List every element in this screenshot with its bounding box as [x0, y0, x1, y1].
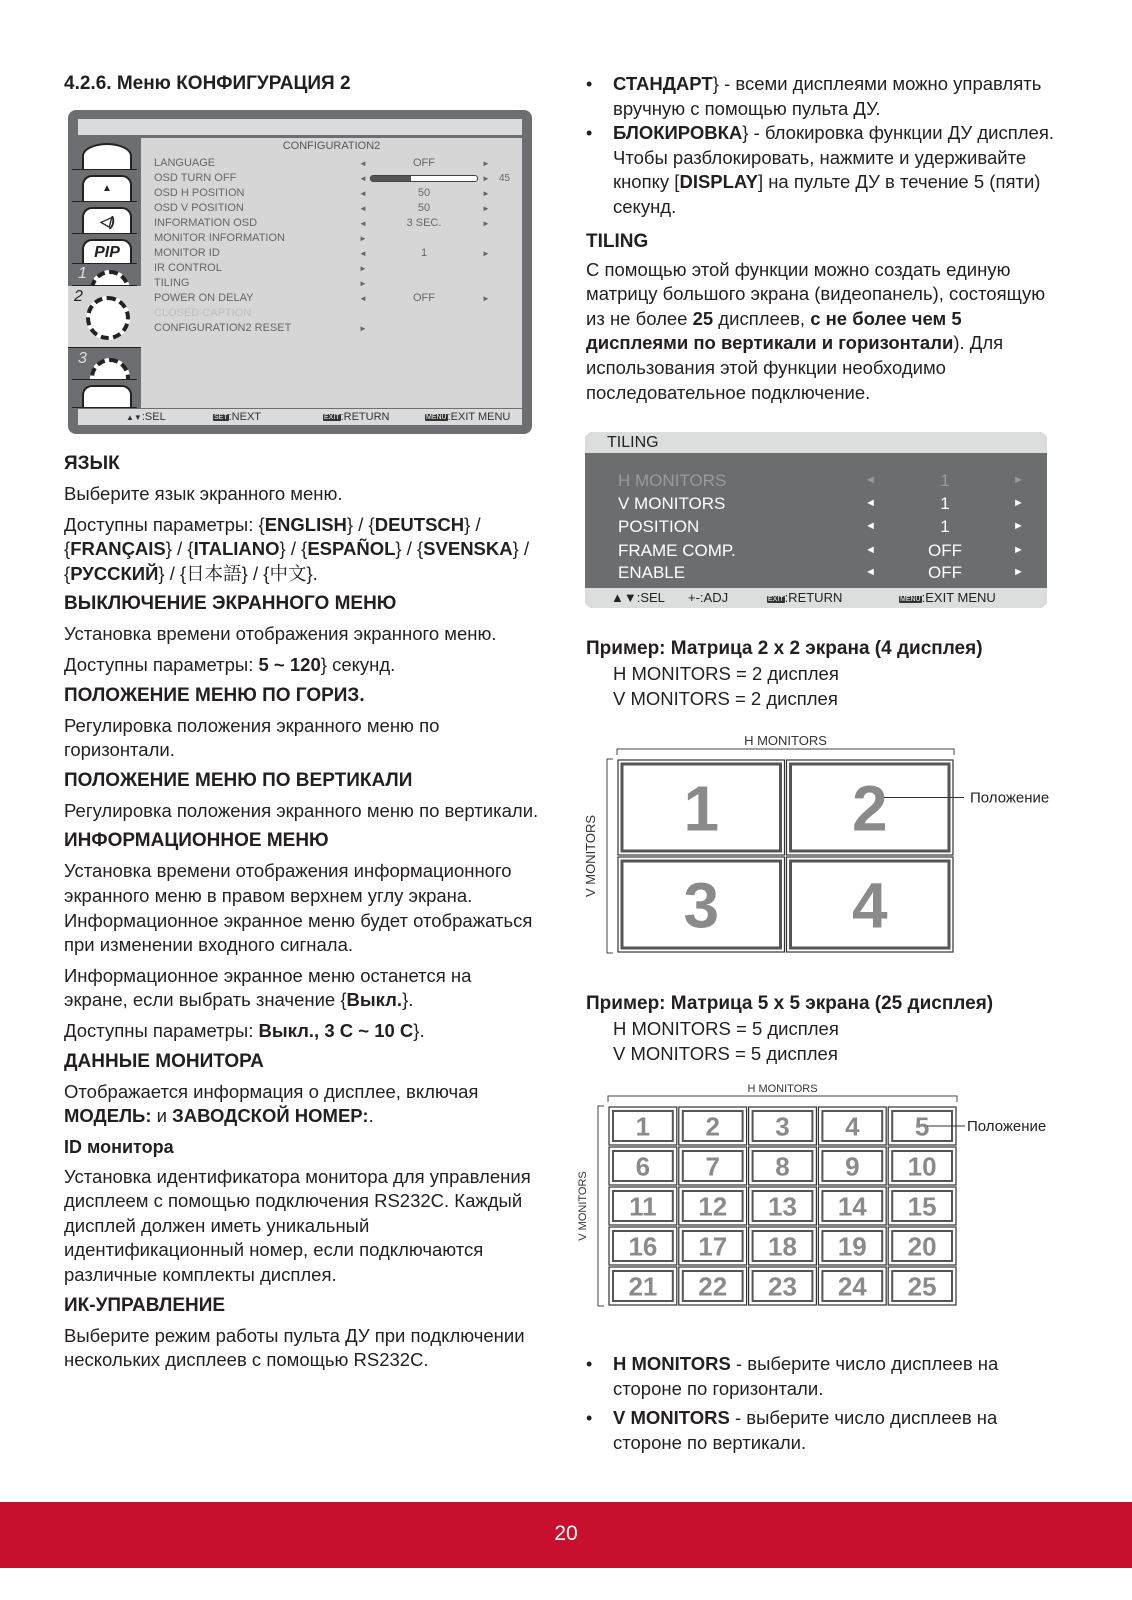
- page-footer-bar: [0, 1502, 1132, 1568]
- monitor-position-number: 2: [705, 1111, 720, 1142]
- text-run: H MONITORS: [613, 1353, 731, 1374]
- section: [64, 829, 540, 1043]
- monitor-position-number: 3: [775, 1111, 790, 1142]
- osd-item-label: IR CONTROL: [154, 262, 222, 274]
- tiling-item-label: ENABLE: [618, 563, 686, 582]
- example-title: Пример: Матрица 2 x 2 экрана (4 дисплея): [586, 638, 983, 659]
- text-run: Выкл., 3 С ~ 10 С: [258, 1019, 414, 1041]
- section-heading: ДАННЫЕ МОНИТОРА: [64, 1050, 264, 1072]
- exit-menu-hint: [899, 588, 996, 608]
- section-heading: ЯЗЫК: [64, 453, 120, 474]
- exit-key-icon: EXIT: [768, 596, 784, 603]
- text-run: РУССКИЙ: [70, 562, 159, 584]
- monitor-position-number: 21: [628, 1271, 658, 1302]
- text-run: Установка времени отображения экранного меню.: [64, 623, 497, 645]
- monitor-position-number: 15: [907, 1191, 937, 1222]
- right-arrow-icon: ►: [482, 159, 490, 168]
- text-run: Регулировка положения экранного меню по горизонтали.: [64, 714, 440, 761]
- audio-tab-icon: ◁): [72, 202, 137, 234]
- text-run: DEUTSCH: [374, 513, 465, 535]
- left-arrow-icon[interactable]: ◄: [865, 544, 876, 556]
- tiling-menu-item[interactable]: [585, 515, 1047, 538]
- section: [64, 1135, 540, 1288]
- paragraph: [64, 1080, 540, 1129]
- tiling-item-value: OFF: [928, 563, 962, 582]
- right-arrow-icon[interactable]: ►: [1013, 497, 1024, 509]
- section: [64, 452, 540, 586]
- v-monitors-label: V MONITORS: [577, 1171, 589, 1241]
- tiling-item-label: V MONITORS: [618, 494, 726, 513]
- osd-item-value: 1: [420, 247, 428, 259]
- osd-item-value: 50: [417, 202, 431, 214]
- tiling-menu-item[interactable]: [585, 539, 1047, 562]
- text-run: ITALIANO: [193, 538, 280, 560]
- section-title: 4.2.6. Меню КОНФИГУРАЦИЯ 2: [64, 73, 351, 94]
- h-bracket: [617, 749, 954, 755]
- text-run: DISPLAY: [679, 171, 758, 193]
- updown-icon: ▲▼: [126, 413, 142, 422]
- paragraph: [64, 622, 540, 647]
- osd-item-label: TILING: [154, 277, 190, 289]
- text-run: и: [151, 1105, 173, 1127]
- pip-tab-icon: PIP: [72, 234, 137, 264]
- exit-menu-text: :EXIT MENU: [447, 411, 511, 423]
- configuration2-tab-icon-selected: 2: [68, 286, 141, 348]
- text-run: ENGLISH: [264, 513, 347, 535]
- osd-menu-item[interactable]: [154, 201, 514, 216]
- osd-menu-item[interactable]: [154, 156, 514, 171]
- paragraph: [64, 964, 540, 1013]
- monitor-position-number: 1: [635, 1111, 651, 1142]
- section: [64, 1294, 540, 1373]
- paragraph: [64, 653, 540, 678]
- osd-item-value: OFF: [413, 157, 435, 169]
- section-heading: ПОЛОЖЕНИЕ МЕНЮ ПО ГОРИЗ.: [64, 684, 365, 706]
- text-run: - выберите число дисплеев на стороне по вертикали.: [613, 1407, 998, 1453]
- tiling-osd-menu: [585, 432, 1047, 608]
- osd-item-label: OSD TURN OFF: [154, 172, 237, 184]
- picture-tab-icon: [72, 138, 137, 170]
- return-hint: [767, 588, 842, 608]
- paragraph: [64, 513, 540, 587]
- osd-exit-menu-hint: [425, 409, 510, 426]
- example-h-monitors: H MONITORS = 5 дисплея: [613, 1018, 839, 1039]
- osd-footer: [78, 409, 522, 425]
- osd-top-bar: [78, 119, 522, 135]
- monitor-position-number: 2: [851, 772, 888, 845]
- text-run: Выберите язык экранного меню.: [64, 483, 343, 504]
- section: [64, 592, 540, 677]
- monitor-position-number: 16: [628, 1231, 658, 1262]
- tiling-menu-item[interactable]: [585, 492, 1047, 515]
- left-column-text: [64, 452, 540, 1379]
- osd-next-hint: [213, 409, 261, 426]
- left-arrow-icon: ►: [359, 264, 367, 273]
- text-run: } - блокировка функции ДУ дисплея. Чтобы разблокировать, нажмите и удерживайте кнопку [: [613, 122, 1054, 193]
- text-run: ] на пульте ДУ в течение 5 (пяти) секунд.: [613, 171, 1041, 217]
- right-arrow-icon: ►: [482, 219, 490, 228]
- left-arrow-icon: ◄: [359, 174, 367, 183]
- return-text: :RETURN: [784, 590, 843, 605]
- configuration3-tab-icon: 3: [72, 348, 137, 380]
- right-arrow-icon[interactable]: ►: [1013, 566, 1024, 578]
- text-run: СТАНДАРТ: [613, 73, 713, 94]
- bullet-item: [586, 1352, 1062, 1401]
- text-run: МОДЕЛЬ:: [64, 1105, 152, 1127]
- left-arrow-icon: ◄: [359, 219, 367, 228]
- text-run: Установка времени отображения информационного экранного меню в правом верхнем углу экрана. Информационное экранное меню будет отображаться при изменении входного сигнала.: [64, 860, 533, 956]
- sel-hint: ▲▼:SEL: [611, 590, 665, 605]
- text-run: с не более чем 5 дисплеями по вертикали и горизонтали: [586, 307, 962, 354]
- section: [64, 1050, 540, 1129]
- slider-fill: [371, 176, 411, 181]
- right-arrow-icon[interactable]: ►: [1013, 544, 1024, 556]
- paragraph: [64, 1324, 540, 1373]
- section-heading: ID монитора: [64, 1136, 174, 1157]
- example-h-monitors: H MONITORS = 2 дисплея: [613, 663, 839, 684]
- tiling-menu-title: TILING: [585, 432, 1047, 453]
- monitor-position-number: 4: [851, 869, 888, 942]
- tiling-description: [586, 258, 1062, 406]
- osd-menu-item[interactable]: [154, 306, 514, 321]
- osd-turn-off-slider[interactable]: [370, 175, 478, 182]
- tiling-item-value: 1: [940, 494, 950, 513]
- text-run: Регулировка положения экранного меню по вертикали.: [64, 799, 539, 821]
- configuration1-tab-icon: 1: [72, 264, 137, 286]
- tiling-item-value: 1: [940, 517, 950, 536]
- osd-item-label: LANGUAGE: [154, 157, 216, 169]
- monitor-position-number: 19: [837, 1231, 867, 1262]
- right-arrow-icon: ►: [482, 294, 490, 303]
- bullet-item: [586, 121, 1062, 219]
- tiling-item-label: FRAME COMP.: [618, 541, 736, 560]
- osd-item-value: 50: [417, 187, 431, 199]
- tiling-menu-footer: [585, 588, 1047, 608]
- text-run: FRANÇAIS: [70, 538, 166, 560]
- text-run: } / {: [395, 538, 424, 560]
- text-run: - выберите число дисплеев на стороне по горизонтали.: [613, 1353, 999, 1399]
- monitor-position-number: 23: [768, 1271, 797, 1302]
- section-heading: ИК-УПРАВЛЕНИЕ: [64, 1294, 226, 1316]
- osd-item-label: CLOSED CAPTION: [154, 307, 252, 319]
- paragraph: [64, 799, 540, 824]
- osd-item-label: CONFIGURATION2 RESET: [154, 322, 292, 334]
- video-wall-diagram: [570, 1074, 1090, 1314]
- section-heading: ВЫКЛЮЧЕНИЕ ЭКРАННОГО МЕНЮ: [64, 593, 397, 615]
- osd-configuration2-menu: [68, 110, 532, 434]
- text-run: V MONITORS: [613, 1407, 730, 1429]
- tiling-heading: TILING: [586, 230, 649, 252]
- advanced-tab-icon: [72, 380, 137, 408]
- monitor-position-number: 3: [683, 869, 720, 942]
- monitor-position-number: 4: [845, 1111, 860, 1142]
- text-run: Доступны параметры:: [64, 653, 259, 675]
- left-arrow-icon: ►: [359, 324, 367, 333]
- osd-menu-item[interactable]: [154, 291, 514, 306]
- h-monitors-label: H MONITORS: [744, 733, 827, 748]
- monitor-position-number: 1: [683, 772, 720, 845]
- exit-key-icon: EXIT: [324, 414, 340, 421]
- text-run: }.: [402, 989, 414, 1011]
- left-arrow-icon[interactable]: ◄: [865, 497, 876, 509]
- monitor-position-number: 9: [845, 1151, 860, 1182]
- osd-item-value: OFF: [413, 292, 435, 304]
- monitor-position-number: 13: [768, 1191, 797, 1222]
- bullet-item: [586, 72, 1062, 121]
- monitor-position-number: 5: [914, 1111, 930, 1142]
- text-run: Доступны параметры: {: [64, 513, 265, 535]
- text-run: } - всеми дисплеями можно управлять вручную с помощью пульта ДУ.: [613, 73, 1042, 119]
- right-column-top: [586, 72, 1062, 405]
- bullet-icon: •: [586, 1354, 593, 1374]
- right-arrow-icon: ►: [482, 204, 490, 213]
- monitor-position-number: 25: [907, 1271, 937, 1302]
- text-run: Выберите режим работы пульта ДУ при подключении нескольких дисплеев с помощью RS232C.: [64, 1324, 525, 1371]
- return-text: :RETURN: [340, 411, 390, 423]
- osd-item-label: MONITOR ID: [154, 247, 220, 259]
- osd-menu-item[interactable]: [154, 246, 514, 261]
- osd-item-value: 3 SEC.: [406, 217, 442, 229]
- example-title: Пример: Матрица 5 x 5 экрана (25 дисплея): [586, 993, 994, 1014]
- text-run: SVENSKA: [423, 538, 513, 560]
- osd-item-label: INFORMATION OSD: [154, 217, 258, 229]
- text-run: } / {日本語} / {中文}.: [158, 562, 318, 584]
- osd-menu-item[interactable]: [154, 231, 514, 246]
- monitor-position-number: 10: [907, 1151, 937, 1182]
- bullet-item: [586, 1406, 1062, 1455]
- bullet-icon: •: [586, 1408, 593, 1429]
- left-arrow-icon[interactable]: ◄: [865, 566, 876, 578]
- osd-menu-item[interactable]: [154, 321, 514, 336]
- section-heading: ИНФОРМАЦИОННОЕ МЕНЮ: [64, 830, 329, 852]
- next-text: :NEXT: [228, 411, 262, 423]
- screen-tab-icon: ▲: [72, 170, 137, 202]
- adj-hint: +-:ADJ: [688, 590, 729, 605]
- paragraph: [64, 482, 540, 507]
- set-key-icon: SET: [214, 414, 228, 421]
- monitor-position-number: 14: [837, 1191, 867, 1222]
- left-arrow-icon: ◄: [359, 204, 367, 213]
- text-run: 25: [692, 307, 714, 329]
- text-run: БЛОКИРОВКА: [613, 122, 743, 144]
- text-run: Информационное экранное меню останется на экране, если выбрать значение {: [64, 964, 472, 1011]
- v-bracket: [607, 759, 613, 953]
- osd-title: CONFIGURATION2: [282, 140, 381, 152]
- left-arrow-icon: ◄: [359, 249, 367, 258]
- tiling-item-label: H MONITORS: [618, 471, 727, 490]
- osd-panel: [141, 138, 522, 408]
- text-run: дисплеев,: [713, 307, 811, 329]
- exit-menu-text: :EXIT MENU: [921, 590, 996, 605]
- left-arrow-icon: ◄: [359, 294, 367, 303]
- text-run: ЗАВОДСКОЙ НОМЕР:: [172, 1105, 369, 1127]
- section: [64, 684, 540, 763]
- osd-return-hint: [323, 409, 389, 426]
- text-run: Отображается информация о дисплее, включая: [64, 1080, 479, 1102]
- text-run: } / {: [165, 538, 194, 560]
- text-run: ). Для использования этой функции необходимо последовательное подключение.: [586, 332, 1004, 403]
- left-arrow-icon: ►: [359, 279, 367, 288]
- text-run: } / {: [279, 538, 308, 560]
- section: [64, 769, 540, 824]
- paragraph: [64, 1165, 540, 1288]
- position-label: Положение: [970, 789, 1050, 807]
- monitor-position-number: 22: [698, 1271, 728, 1302]
- left-arrow-icon: ►: [359, 234, 367, 243]
- example-v-monitors: V MONITORS = 5 дисплея: [613, 1043, 838, 1064]
- monitor-position-number: 11: [629, 1191, 657, 1222]
- monitor-position-number: 24: [837, 1271, 867, 1302]
- h-monitors-label: H MONITORS: [747, 1083, 818, 1095]
- osd-menu-item[interactable]: [154, 171, 514, 186]
- right-arrow-icon: ►: [482, 249, 490, 258]
- monitor-position-number: 12: [698, 1191, 728, 1222]
- osd-item-label: OSD V POSITION: [154, 202, 244, 214]
- text-run: 5 ~ 120: [258, 653, 321, 675]
- tiling-menu-item[interactable]: [585, 561, 1047, 584]
- paragraph: [64, 1019, 540, 1044]
- text-run: .: [368, 1105, 374, 1127]
- h-bracket: [608, 1096, 957, 1102]
- monitor-position-number: 18: [768, 1231, 797, 1262]
- example-v-monitors: V MONITORS = 2 дисплея: [613, 688, 838, 709]
- text-run: } / {: [64, 538, 530, 584]
- text-run: Выкл.: [346, 989, 403, 1011]
- paragraph: [64, 714, 540, 763]
- menu-key-icon: MENU: [900, 596, 921, 603]
- text-run: } / {: [64, 513, 481, 560]
- monitor-position-number: 7: [705, 1151, 720, 1182]
- text-run: Установка идентификатора монитора для управления дисплеем с помощью подключения RS232C. Каждый дисплей должен иметь уникальный идентификационный номер, если подключаются различные комплекты дисплея.: [64, 1165, 531, 1286]
- left-arrow-icon[interactable]: ◄: [865, 474, 876, 486]
- text-run: } секунд.: [320, 653, 396, 675]
- osd-menu-item[interactable]: [154, 276, 514, 291]
- tiling-menu-item[interactable]: [585, 469, 1047, 492]
- bullet-icon: •: [586, 123, 593, 144]
- osd-item-label: MONITOR INFORMATION: [154, 232, 285, 244]
- video-wall-diagram: [570, 721, 1090, 955]
- monitor-position-number: 17: [698, 1231, 728, 1262]
- section-heading: ПОЛОЖЕНИЕ МЕНЮ ПО ВЕРТИКАЛИ: [64, 769, 413, 791]
- tiling-item-value: OFF: [928, 541, 962, 560]
- sel-text: :SEL: [141, 411, 166, 423]
- menu-key-icon: MENU: [426, 414, 447, 421]
- monitor-position-number: 8: [775, 1151, 790, 1182]
- tiling-item-value: 1: [940, 471, 950, 490]
- left-arrow-icon: ◄: [359, 159, 367, 168]
- text-run: } / {: [346, 513, 375, 535]
- text-run: С помощью этой функции можно создать единую матрицу большого экрана (видеопанель), состоящую из не более: [586, 258, 1046, 329]
- text-run: Доступны параметры:: [64, 1019, 259, 1041]
- monitor-position-number: 20: [907, 1231, 937, 1262]
- v-monitors-label: V MONITORS: [583, 814, 598, 898]
- osd-sel-hint: [126, 409, 166, 426]
- monitor-position-number: 6: [635, 1151, 651, 1182]
- left-arrow-icon: ◄: [359, 189, 367, 198]
- osd-item-label: POWER ON DELAY: [154, 292, 254, 304]
- v-bracket: [598, 1106, 604, 1306]
- right-arrow-icon: ►: [482, 174, 490, 183]
- tiling-item-label: POSITION: [618, 517, 700, 536]
- osd-menu-item[interactable]: [154, 216, 514, 231]
- bullet-icon: •: [586, 74, 593, 94]
- right-arrow-icon[interactable]: ►: [1013, 474, 1024, 486]
- position-label: Положение: [967, 1118, 1047, 1135]
- osd-item-label: OSD H POSITION: [154, 187, 245, 199]
- slider-value: 45: [499, 173, 511, 184]
- paragraph: [64, 859, 540, 957]
- left-arrow-icon[interactable]: ◄: [865, 520, 876, 532]
- right-arrow-icon: ►: [482, 189, 490, 198]
- osd-menu-item[interactable]: [154, 186, 514, 201]
- page-number: 20: [554, 1522, 578, 1545]
- text-run: }.: [413, 1019, 425, 1041]
- right-arrow-icon[interactable]: ►: [1013, 520, 1024, 532]
- osd-menu-item[interactable]: [154, 261, 514, 276]
- text-run: ESPAÑOL: [307, 538, 396, 560]
